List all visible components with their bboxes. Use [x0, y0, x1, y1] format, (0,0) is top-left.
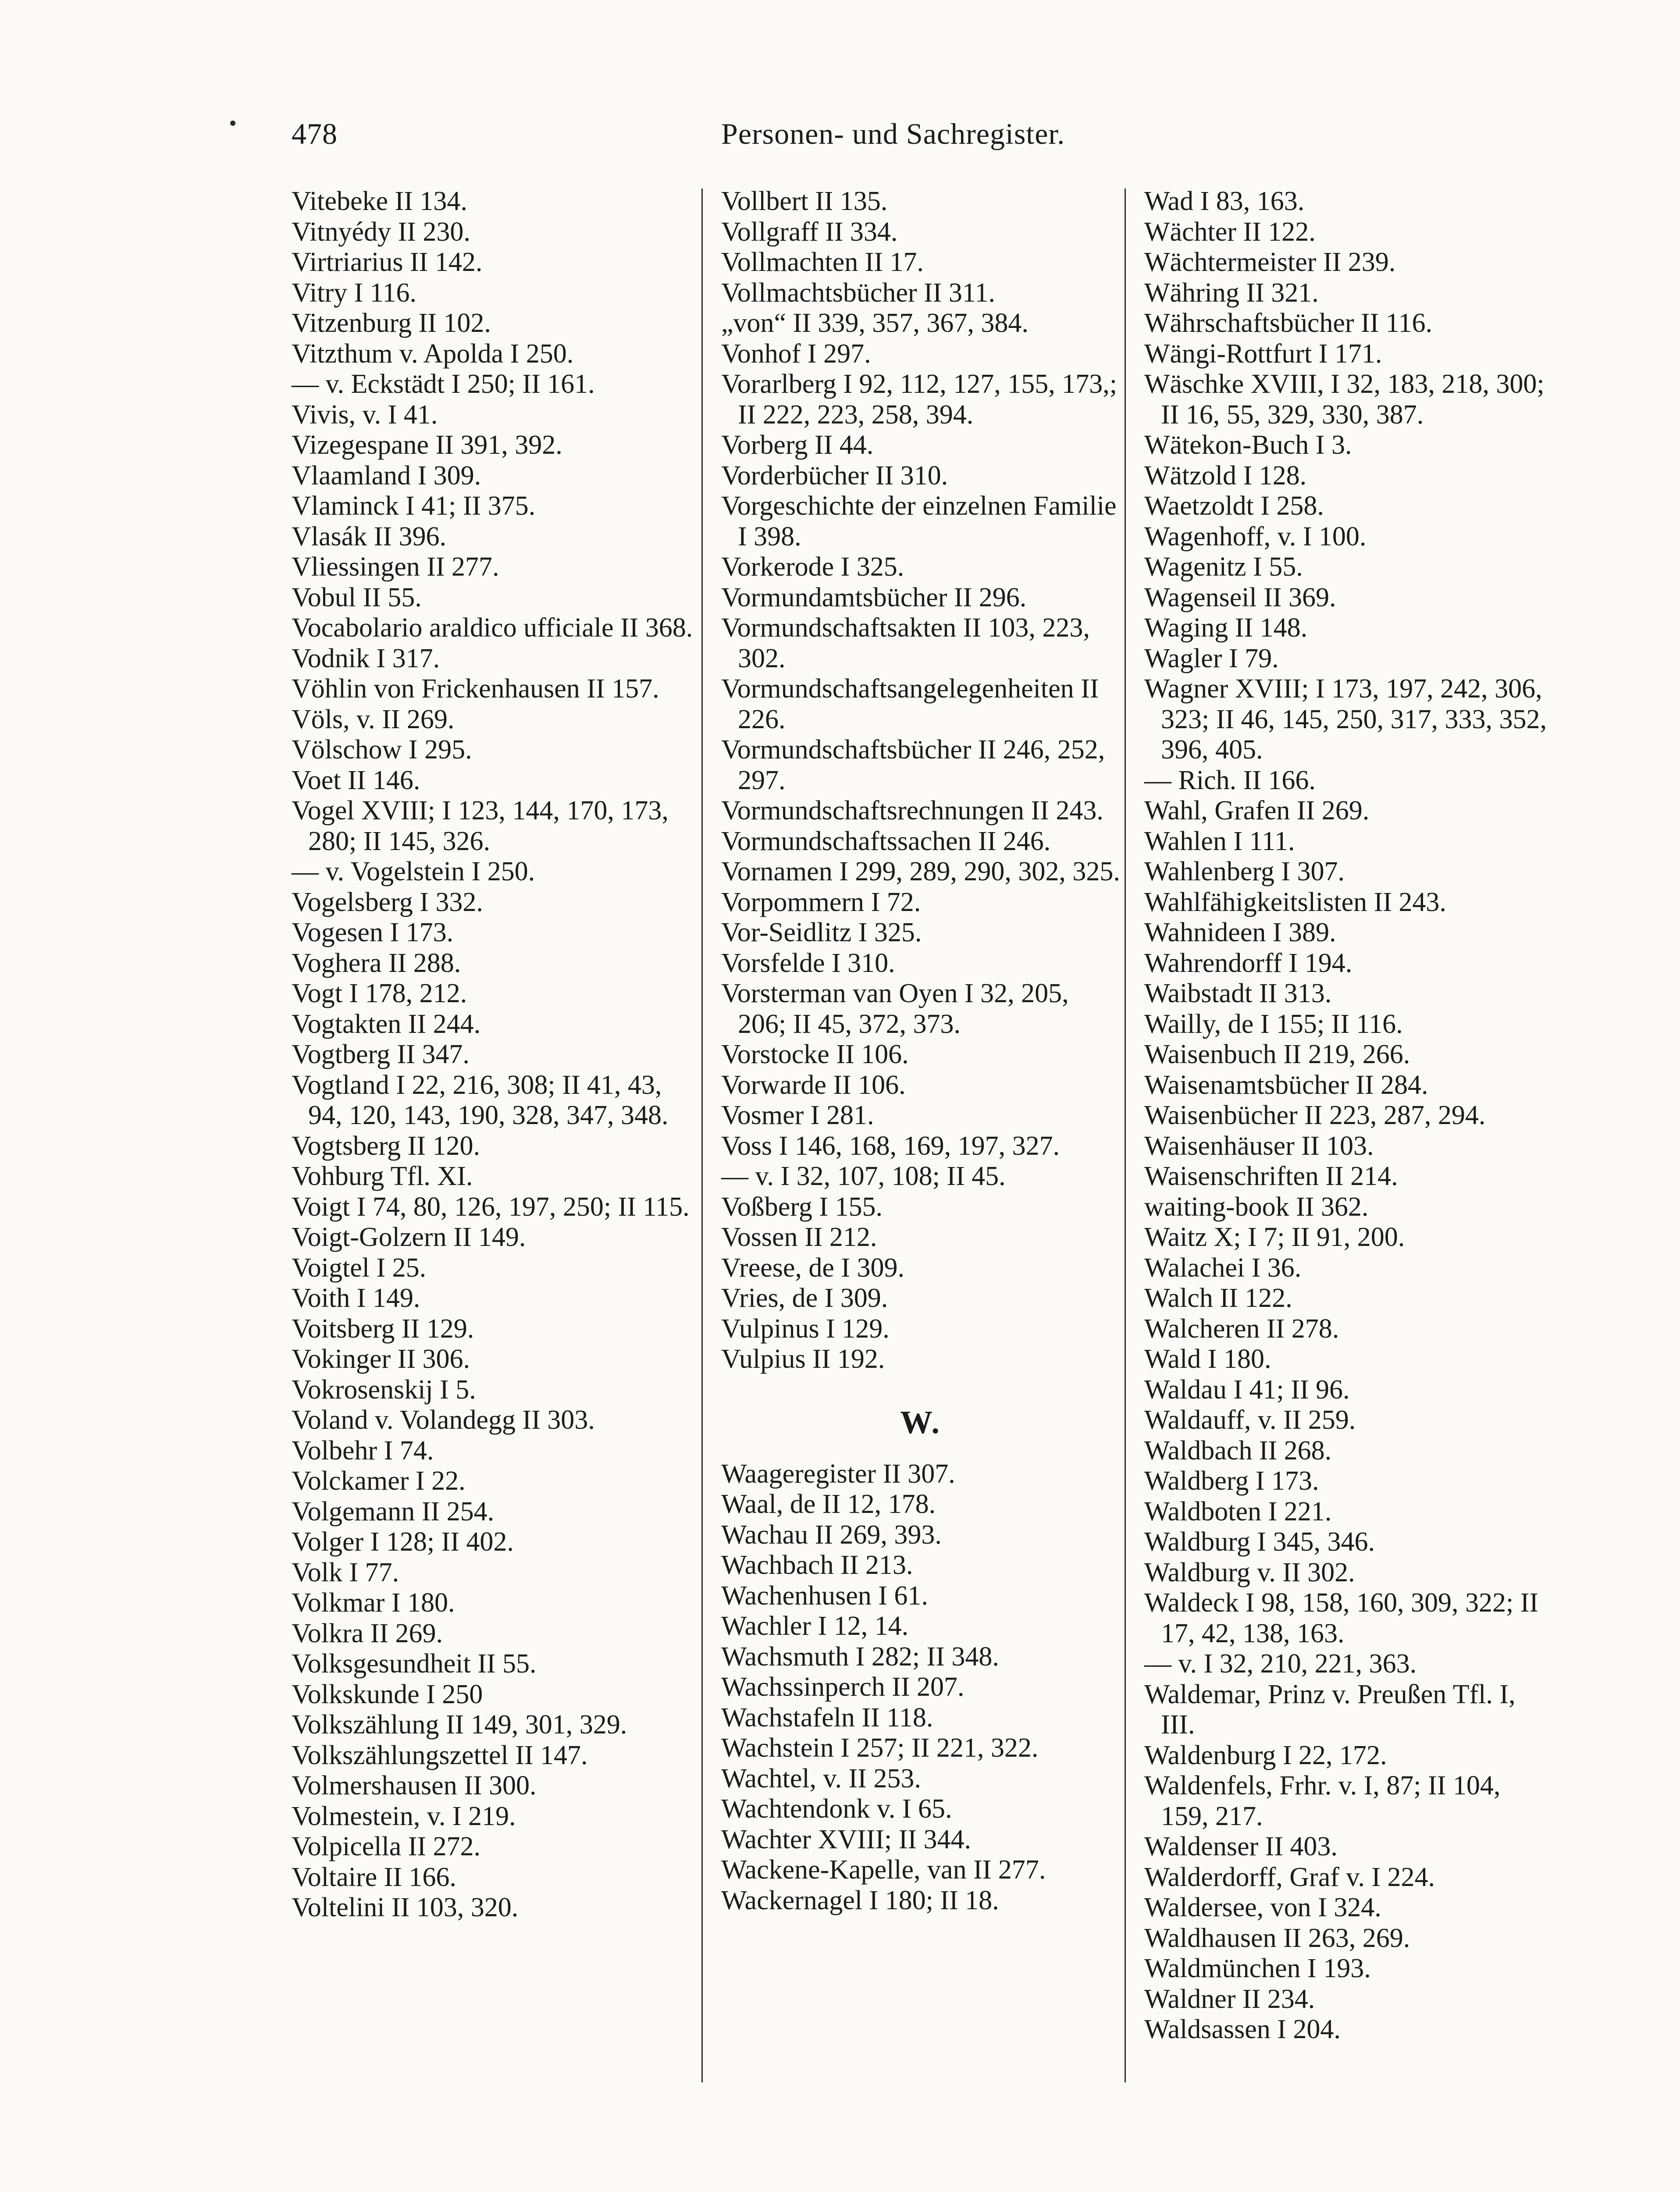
- index-entry: Waldersee, von I 324.: [1144, 1893, 1381, 1922]
- index-entry: Vries, de I 309.: [721, 1283, 888, 1313]
- index-entry: Vorsfelde I 310.: [721, 948, 895, 978]
- index-entry: Wahlen I 111.: [1144, 826, 1295, 856]
- index-entry: Vobul II 55.: [292, 582, 422, 612]
- index-entry: Vosmer I 281.: [721, 1100, 874, 1130]
- index-entry: Wahl, Grafen II 269.: [1144, 796, 1370, 826]
- index-entry: Waldhausen II 263, 269.: [1144, 1923, 1410, 1953]
- index-entry: Waisenbücher II 223, 287, 294.: [1144, 1100, 1486, 1130]
- index-entry: — Rich. II 166.: [1144, 765, 1316, 795]
- index-entry: Vliessingen II 277.: [292, 552, 499, 582]
- index-entry: Wahrendorff I 194.: [1144, 948, 1353, 978]
- index-entry: Vodnik I 317.: [292, 643, 440, 673]
- index-entry: Wachler I 12, 14.: [721, 1611, 909, 1641]
- index-entry: Wagner XVIII; I 173, 197, 242, 306, 323; II 46, 145, 250, 317, 333, 352, 396, 405.: [1144, 674, 1547, 765]
- index-entry: Vorderbücher II 310.: [721, 460, 948, 491]
- index-entry: Volk I 77.: [292, 1557, 399, 1587]
- index-entry: Vogel XVIII; I 123, 144, 170, 173, 280; II 145, 326.: [292, 796, 669, 856]
- index-column-3: [1144, 186, 1548, 2192]
- index-entry: Vogtsberg II 120.: [292, 1131, 480, 1161]
- index-entry: Waisenhäuser II 103.: [1144, 1131, 1374, 1161]
- index-entry: Vollmachten II 17.: [721, 247, 924, 277]
- index-entry: Waisenamtsbücher II 284.: [1144, 1070, 1428, 1100]
- index-entry: Volckamer I 22.: [292, 1466, 466, 1496]
- index-entry: Vivis, v. I 41.: [292, 399, 438, 430]
- index-entry: Vorstocke II 106.: [721, 1039, 909, 1069]
- column-rule: [701, 189, 703, 2082]
- index-entry: Wachtel, v. II 253.: [721, 1763, 921, 1793]
- index-entry: Waal, de II 12, 178.: [721, 1489, 936, 1519]
- index-entry: Wahnideen I 389.: [1144, 918, 1336, 947]
- index-entry: Vormundschaftssachen II 246.: [721, 826, 1051, 856]
- index-entry: Waetzoldt I 258.: [1144, 491, 1324, 521]
- index-entry: Volkszählungszettel II 147.: [292, 1740, 588, 1770]
- index-entry: Voigt I 74, 80, 126, 197, 250; II 115.: [292, 1192, 690, 1222]
- index-entry: Vogtland I 22, 216, 308; II 41, 43, 94, 120, 143, 190, 328, 347, 348.: [292, 1070, 669, 1130]
- index-entry: Waldeck I 98, 158, 160, 309, 322; II 17, 42, 138, 163.: [1144, 1588, 1538, 1648]
- index-entry: waiting-book II 362.: [1144, 1192, 1369, 1222]
- index-entry: Vormundschaftsakten II 103, 223, 302.: [721, 613, 1090, 673]
- index-entry: Waitz X; I 7; II 91, 200.: [1144, 1222, 1405, 1252]
- index-column-2: [721, 186, 1120, 2192]
- index-entry: Wachstafeln II 118.: [721, 1702, 933, 1733]
- index-entry: Volmershausen II 300.: [292, 1771, 537, 1801]
- index-entry: Wächtermeister II 239.: [1144, 247, 1396, 277]
- index-entry: Volmestein, v. I 219.: [292, 1801, 516, 1831]
- index-entry: Vorgeschichte der einzelnen Familie I 398.: [721, 491, 1117, 552]
- index-entry: Vormundamtsbücher II 296.: [721, 582, 1027, 612]
- index-entry: Volkskunde I 250: [292, 1679, 483, 1709]
- index-entry: Waldboten I 221.: [1144, 1496, 1332, 1527]
- margin-dot: [230, 121, 235, 126]
- index-entry: Wailly, de I 155; II 116.: [1144, 1009, 1403, 1039]
- index-entry: Waldmünchen I 193.: [1144, 1954, 1371, 1983]
- index-entry: Wachbach II 213.: [721, 1550, 913, 1580]
- index-entry: Wahlfähigkeitslisten II 243.: [1144, 887, 1446, 917]
- index-entry: Waldenfels, Frhr. v. I, 87; II 104, 159, 217.: [1144, 1771, 1501, 1831]
- index-entry: Vohburg Tfl. XI.: [292, 1161, 473, 1191]
- index-entry: Wachau II 269, 393.: [721, 1519, 942, 1550]
- index-entry: Vorkerode I 325.: [721, 552, 904, 582]
- column-rule: [1125, 189, 1126, 2082]
- index-entry: Wald I 180.: [1144, 1344, 1271, 1374]
- index-entry: Waldbach II 268.: [1144, 1435, 1332, 1466]
- index-entry: Volkszählung II 149, 301, 329.: [292, 1710, 627, 1740]
- index-entry: Wackene-Kapelle, van II 277.: [721, 1855, 1046, 1885]
- index-entry: Vormundschaftsrechnungen II 243.: [721, 796, 1103, 826]
- index-entry: Walachei I 36.: [1144, 1253, 1302, 1283]
- index-entry: Vlaminck I 41; II 375.: [292, 491, 536, 521]
- index-entry: Waldenburg I 22, 172.: [1144, 1740, 1387, 1770]
- index-entry: Vreese, de I 309.: [721, 1253, 905, 1283]
- index-entry: Vogtakten II 244.: [292, 1009, 481, 1039]
- index-entry: Vokinger II 306.: [292, 1344, 470, 1374]
- index-entry: Voigtel I 25.: [292, 1253, 427, 1283]
- index-entry: Vulpius II 192.: [721, 1344, 885, 1374]
- index-entry: Vlaamland I 309.: [292, 460, 481, 491]
- index-entry: Vonhof I 297.: [721, 338, 871, 369]
- index-entry: Voitsberg II 129.: [292, 1313, 474, 1344]
- index-entry: Waldburg v. II 302.: [1144, 1557, 1355, 1587]
- index-entry: — v. Eckstädt I 250; II 161.: [292, 369, 595, 399]
- index-entry: Vogelsberg I 332.: [292, 887, 483, 917]
- index-entry: Waisenbuch II 219, 266.: [1144, 1039, 1410, 1069]
- index-entry: Wagler I 79.: [1144, 643, 1279, 673]
- index-entry: Vöhlin von Frickenhausen II 157.: [292, 674, 659, 704]
- index-entry: Vollmachtsbücher II 311.: [721, 278, 996, 308]
- index-entry: Wachsmuth I 282; II 348.: [721, 1641, 999, 1672]
- index-entry: Voet II 146.: [292, 765, 420, 795]
- index-entry: Voigt-Golzern II 149.: [292, 1222, 526, 1252]
- index-entry: Wätzold I 128.: [1144, 460, 1307, 491]
- index-entry: Waldburg I 345, 346.: [1144, 1527, 1375, 1557]
- index-entry: Vorpommern I 72.: [721, 887, 921, 917]
- index-entry: Vitzenburg II 102.: [292, 308, 491, 338]
- index-entry: Völs, v. II 269.: [292, 704, 455, 734]
- index-entry: Waldner II 234.: [1144, 1984, 1315, 2014]
- index-entry: „von“ II 339, 357, 367, 384.: [721, 308, 1029, 338]
- index-entry: — v. I 32, 107, 108; II 45.: [721, 1161, 1006, 1191]
- index-entry: Waibstadt II 313.: [1144, 979, 1332, 1008]
- index-entry: Walch II 122.: [1144, 1283, 1292, 1313]
- index-entry: Vogtberg II 347.: [292, 1039, 470, 1069]
- index-entry: Wächter II 122.: [1144, 217, 1316, 247]
- index-entry: Wängi-Rottfurt I 171.: [1144, 338, 1382, 369]
- index-entry: Wahlenberg I 307.: [1144, 857, 1345, 886]
- index-entry: Vollgraff II 334.: [721, 217, 898, 247]
- index-entry: — v. I 32, 210, 221, 363.: [1144, 1649, 1417, 1679]
- index-entry: Volpicella II 272.: [292, 1832, 481, 1861]
- index-entry: Vocabolario araldico ufficiale II 368.: [292, 613, 693, 643]
- page-header: [0, 112, 1680, 156]
- index-entry: Waldberg I 173.: [1144, 1466, 1319, 1496]
- index-entry: Wagenitz I 55.: [1144, 552, 1303, 582]
- running-title: Personen- und Sachregister.: [721, 117, 1065, 150]
- index-entry: Vormundschaftsangelegenheiten II 226.: [721, 674, 1099, 734]
- index-entry: Waldemar, Prinz v. Preußen Tfl. I, III.: [1144, 1679, 1516, 1740]
- index-entry: Voland v. Volandegg II 303.: [292, 1405, 595, 1435]
- index-entry: Volksgesundheit II 55.: [292, 1649, 537, 1679]
- index-entry: Walderdorff, Graf v. I 224.: [1144, 1862, 1435, 1892]
- index-entry: Vulpinus I 129.: [721, 1313, 890, 1344]
- index-entry: Waldsassen I 204.: [1144, 2014, 1341, 2044]
- index-entry: Wachter XVIII; II 344.: [721, 1824, 971, 1854]
- index-entry: Wackernagel I 180; II 18.: [721, 1885, 999, 1915]
- index-entry: Voghera II 288.: [292, 948, 461, 978]
- index-entry: Volger I 128; II 402.: [292, 1527, 514, 1557]
- index-entry: Vorarlberg I 92, 112, 127, 155, 173,; II 222, 223, 258, 394.: [721, 369, 1117, 430]
- index-entry: Waldau I 41; II 96.: [1144, 1374, 1350, 1405]
- index-entry: Volkra II 269.: [292, 1618, 443, 1648]
- index-entry: Walcheren II 278.: [1144, 1313, 1339, 1344]
- index-entry: Wachssinperch II 207.: [721, 1672, 965, 1702]
- index-entry: Vorwarde II 106.: [721, 1070, 906, 1100]
- index-entry: Währing II 321.: [1144, 278, 1319, 308]
- index-entry: Voltelini II 103, 320.: [292, 1893, 519, 1922]
- index-entry: Vitnyédy II 230.: [292, 217, 470, 247]
- index-entry: Waisenschriften II 214.: [1144, 1161, 1398, 1191]
- index-entry: Vizegespane II 391, 392.: [292, 430, 562, 460]
- index-entry: Waldauff, v. II 259.: [1144, 1405, 1356, 1435]
- index-entry: Wäschke XVIII, I 32, 183, 218, 300; II 16, 55, 329, 330, 387.: [1144, 369, 1545, 430]
- index-entry: Voss I 146, 168, 169, 197, 327.: [721, 1131, 1060, 1161]
- index-entry: Wagenhoff, v. I 100.: [1144, 521, 1367, 552]
- index-entry: Vormundschaftsbücher II 246, 252, 297.: [721, 735, 1105, 795]
- index-entry: Vitebeke II 134.: [292, 186, 467, 216]
- index-entry: Vorberg II 44.: [721, 430, 874, 460]
- index-entry: Vokrosenskij I 5.: [292, 1374, 476, 1405]
- index-entry: Vor-Seidlitz I 325.: [721, 918, 922, 947]
- index-entry: Waldenser II 403.: [1144, 1832, 1338, 1861]
- index-entry: Vornamen I 299, 289, 290, 302, 325.: [721, 857, 1120, 886]
- index-entry: Virtriarius II 142.: [292, 247, 483, 277]
- index-entry: Voßberg I 155.: [721, 1192, 883, 1222]
- index-entry: Waageregister II 307.: [721, 1459, 955, 1489]
- index-entry: Waging II 148.: [1144, 613, 1308, 643]
- index-entry: — v. Vogelstein I 250.: [292, 857, 535, 886]
- index-entry: Volbehr I 74.: [292, 1435, 434, 1466]
- index-entry: Wachtendonk v. I 65.: [721, 1794, 952, 1824]
- index-entry: Voith I 149.: [292, 1283, 420, 1313]
- index-entry: Volgemann II 254.: [292, 1496, 495, 1527]
- index-entry: Wachstein I 257; II 221, 322.: [721, 1733, 1039, 1763]
- index-entry: Vogt I 178, 212.: [292, 979, 467, 1008]
- index-entry: Vogesen I 173.: [292, 918, 454, 947]
- index-column-1: [292, 186, 701, 2192]
- index-entry: Volkmar I 180.: [292, 1588, 455, 1618]
- index-entry: Vitzthum v. Apolda I 250.: [292, 338, 574, 369]
- section-letter: W.: [900, 1404, 941, 1441]
- index-entry: Vossen II 212.: [721, 1222, 877, 1252]
- index-entry: Vlasák II 396.: [292, 521, 446, 552]
- index-entry: Währschaftsbücher II 116.: [1144, 308, 1433, 338]
- index-entry: Wagenseil II 369.: [1144, 582, 1336, 612]
- index-entry: Wätekon-Buch I 3.: [1144, 430, 1352, 460]
- index-entry: Vollbert II 135.: [721, 186, 888, 216]
- index-entry: Völschow I 295.: [292, 735, 472, 765]
- index-entry: Wachenhusen I 61.: [721, 1580, 928, 1611]
- index-entry: Voltaire II 166.: [292, 1862, 456, 1892]
- index-entry: Vitry I 116.: [292, 278, 416, 308]
- index-entry: Vorsterman van Oyen I 32, 205, 206; II 45, 372, 373.: [721, 979, 1069, 1039]
- page-number: 478: [292, 117, 338, 150]
- index-entry: Wad I 83, 163.: [1144, 186, 1305, 216]
